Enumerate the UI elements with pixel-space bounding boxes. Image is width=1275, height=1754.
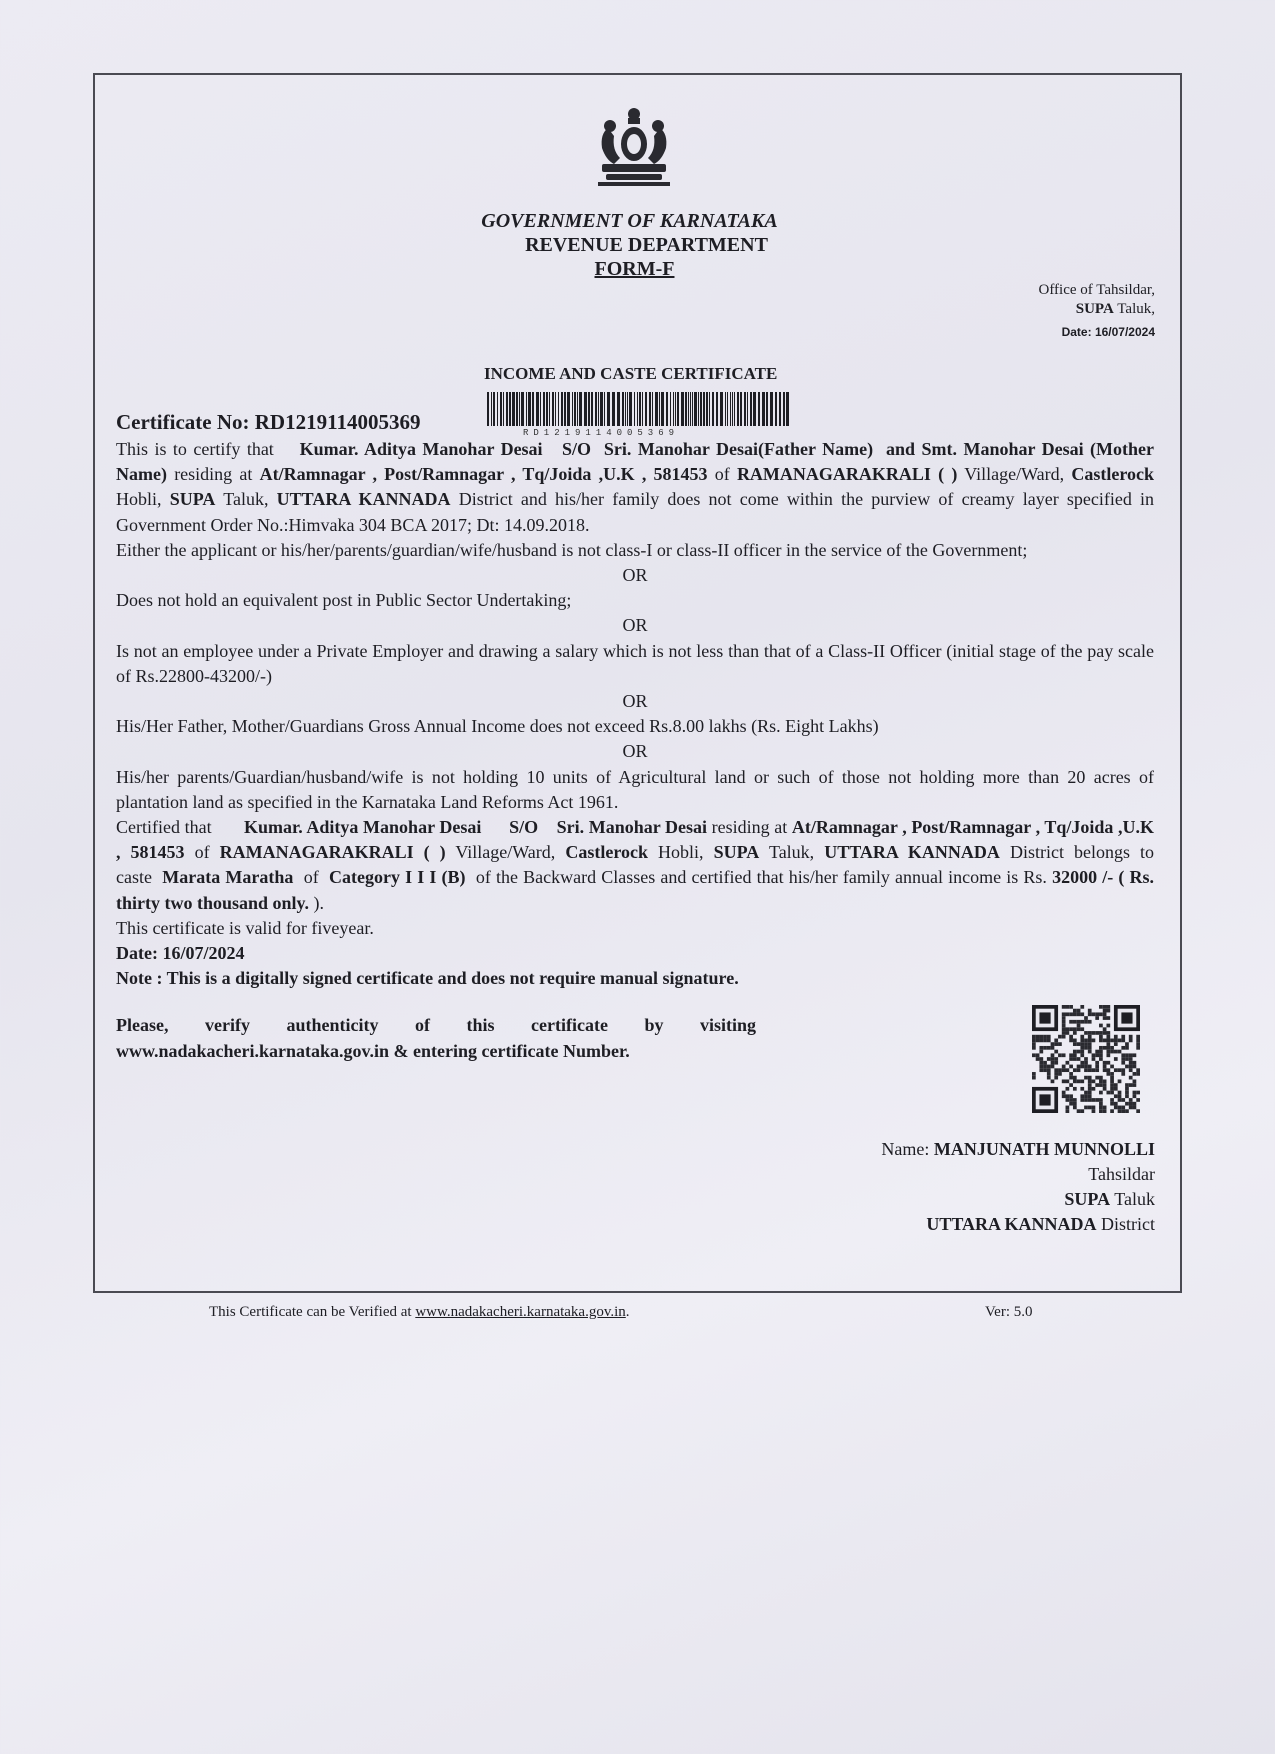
barcode-text: RD1219114005369 (523, 428, 680, 438)
date-line: Date: 16/07/2024 (116, 943, 245, 964)
office-block (1038, 281, 1155, 342)
para-land-holding: His/her parents/Guardian/husband/wife is not holding 10 units of Agricultural land or such of those not holding more than 20 acres of plantation land as specified in the Karnataka Land Reforms Act 1961. (116, 766, 1154, 812)
or-divider: OR (622, 565, 648, 586)
office-date-label: Date: (1061, 325, 1092, 339)
certificate-number (116, 410, 420, 435)
certificate-number-value: RD1219114005369 (254, 410, 421, 434)
office-date: 16/07/2024 (1094, 325, 1155, 339)
or-divider: OR (622, 691, 648, 712)
para-certified-caste: Certified that Kumar. Aditya Manohar Desai S/O Sri. Manohar Desai residing at At/Ramnagar , Post/Ramnagar , Tq/Joida ,U.K , 581453 of RAMANAGARAKRALI ( ) Village/Ward, Castlerock Hobli, SUPA Taluk, UTTARA KANNADA District belongs to caste Marata Maratha of Category I I I (B) of the Backward Classes and certified that his/her family annual income is Rs. 32000 /- ( Rs. thirty two thousand only. ). (116, 817, 1155, 913)
or-divider: OR (622, 741, 648, 762)
signatory-taluk-suffix: Taluk (1114, 1189, 1155, 1209)
office-taluk: SUPA (1075, 301, 1114, 317)
signatory-district-suffix: District (1101, 1214, 1155, 1234)
para-income-limit: His/Her Father, Mother/Guardians Gross Annual Income does not exceed Rs.8.00 lakhs (Rs. Eight Lakhs) (116, 716, 879, 737)
header-form: FORM-F (594, 258, 675, 280)
barcode-icon (487, 392, 791, 432)
certificate-title: INCOME AND CASTE CERTIFICATE (484, 364, 778, 383)
footer-verify: This Certificate can be Verified at www.nadakacheri.karnataka.gov.in. (209, 1304, 630, 1320)
signatory-district: UTTARA KANNADA (926, 1214, 1097, 1234)
office-taluk-suffix: Taluk, (1117, 301, 1155, 317)
header-government: GOVERNMENT OF KARNATAKA (481, 210, 778, 232)
version-label: Ver: 5.0 (985, 1304, 1033, 1320)
certificate-number-label: Certificate No: (116, 410, 250, 434)
karnataka-emblem-icon (588, 104, 680, 188)
para-private-employer: Is not an employee under a Private Employer and drawing a salary which is not less than that of a Class-II Officer (initial stage of the pay scale of Rs.22800-43200/-) (116, 640, 1154, 686)
header-department: REVENUE DEPARTMENT (525, 234, 768, 256)
signatory-taluk: SUPA (1064, 1189, 1111, 1209)
para-not-class-officer: Either the applicant or his/her/parents/guardian/wife/husband is not class-I or class-II officer in the service of the Government; (116, 539, 1028, 560)
footer-text: This Certificate can be Verified at (209, 1304, 412, 1320)
signatory-name: MANJUNATH MUNNOLLI (933, 1139, 1155, 1159)
signatory-designation: Tahsildar (1088, 1164, 1155, 1184)
qr-code-icon (1032, 1005, 1140, 1113)
or-divider: OR (622, 615, 648, 636)
footer-link[interactable]: www.nadakacheri.karnataka.gov.in (415, 1304, 626, 1320)
note-text: Note : This is a digitally signed certificate and does not require manual signature. (116, 968, 739, 989)
signatory-block (881, 1137, 1155, 1237)
office-line: Office of Tahsildar, (1038, 282, 1155, 298)
para-public-sector: Does not hold an equivalent post in Public Sector Undertaking; (116, 590, 572, 611)
certificate-body (116, 437, 1154, 1064)
verify-text: Please, verify authenticity of this certificate by visiting www.nadakacheri.karnataka.gov.in & entering certificate Number. (116, 1015, 756, 1061)
para-certify: This is to certify that Kumar. Aditya Manohar Desai S/O Sri. Manohar Desai(Father Name) and Smt. Manohar Desai (Mother Name) residing at At/Ramnagar , Post/Ramnagar , Tq/Joida ,U.K , 581453 of RAMANAGARAKRALI ( ) Village/Ward, Castlerock Hobli, SUPA Taluk, UTTARA KANNADA District and his/her family does not come within the purview of creamy layer specified in Government Order No.:Himvaka 304 BCA 2017; Dt: 14.09.2018. (116, 439, 1155, 535)
signatory-name-label: Name: (881, 1139, 930, 1159)
validity-text: This certificate is valid for fiveyear. (116, 917, 374, 938)
